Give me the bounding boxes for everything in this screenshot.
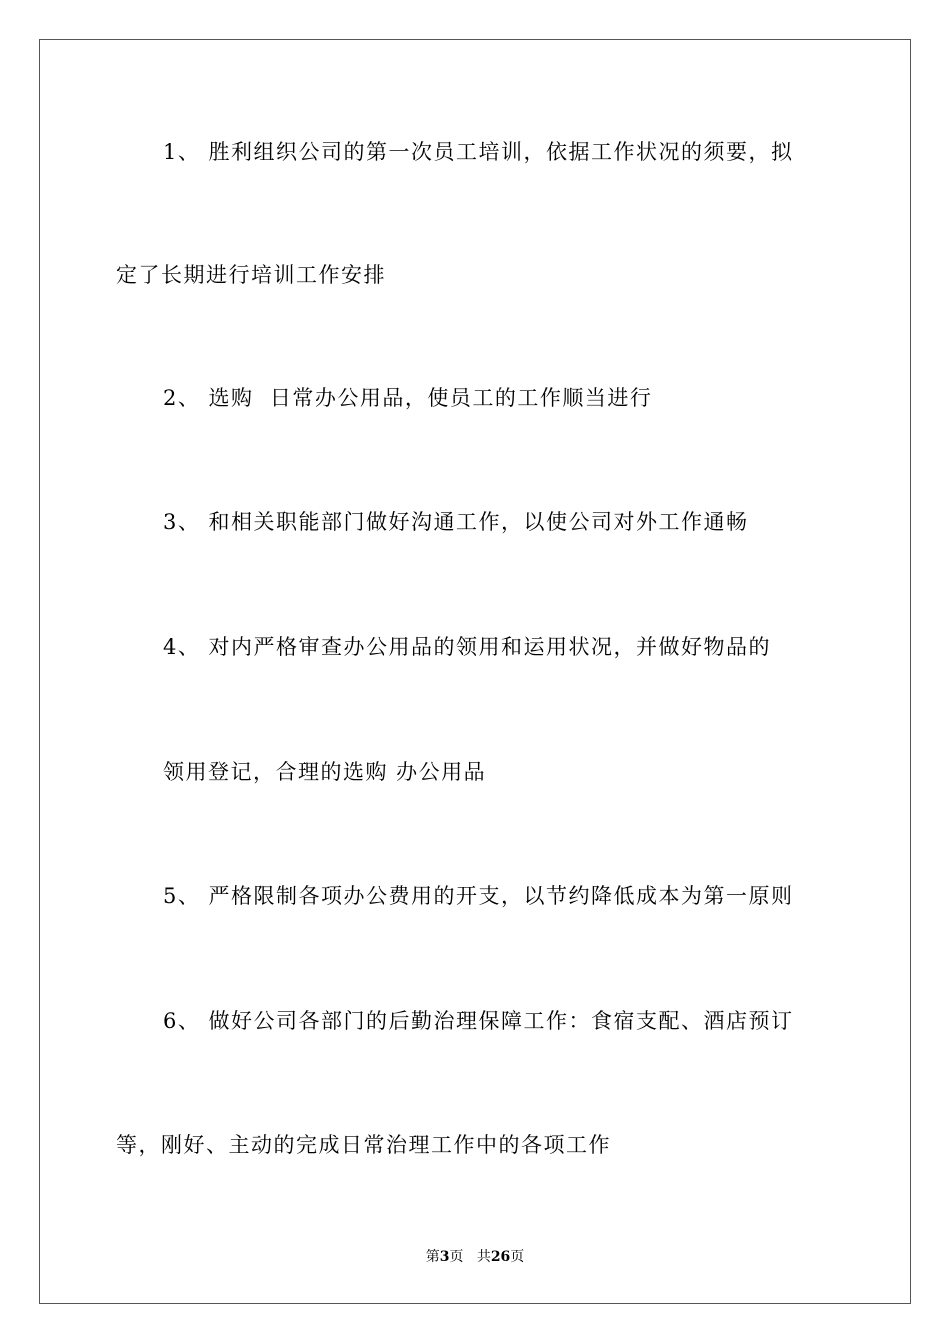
text-line-4: 3、 和相关职能部门做好沟通工作，以使公司对外工作通畅	[163, 510, 749, 534]
footer-total-prefix: 共	[476, 1249, 491, 1265]
page-footer	[0, 1248, 950, 1266]
text-line-3: 2、 选购 日常办公用品，使员工的工作顺当进行	[163, 386, 653, 410]
footer-total-pages: 26	[490, 1249, 511, 1265]
footer-page-prefix: 第	[425, 1249, 440, 1265]
text-line-1: 1、 胜利组织公司的第一次员工培训，依据工作状况的须要，拟	[163, 140, 794, 164]
footer-page-suffix: 页	[449, 1249, 464, 1265]
footer-current-page: 3	[439, 1249, 450, 1265]
text-line-7: 5、 严格限制各项办公费用的开支，以节约降低成本为第一原则	[163, 884, 794, 908]
footer-total-suffix: 页	[510, 1249, 525, 1265]
text-line-5: 4、 对内严格审查办公用品的领用和运用状况，并做好物品的	[163, 635, 772, 659]
text-line-9: 等，刚好、主动的完成日常治理工作中的各项工作	[116, 1133, 611, 1157]
text-line-6: 领用登记，合理的选购 办公用品	[163, 760, 487, 784]
page-border	[39, 39, 911, 1304]
text-line-8: 6、 做好公司各部门的后勤治理保障工作：食宿支配、酒店预订	[163, 1009, 794, 1033]
text-line-2: 定了长期进行培训工作安排	[116, 263, 386, 287]
